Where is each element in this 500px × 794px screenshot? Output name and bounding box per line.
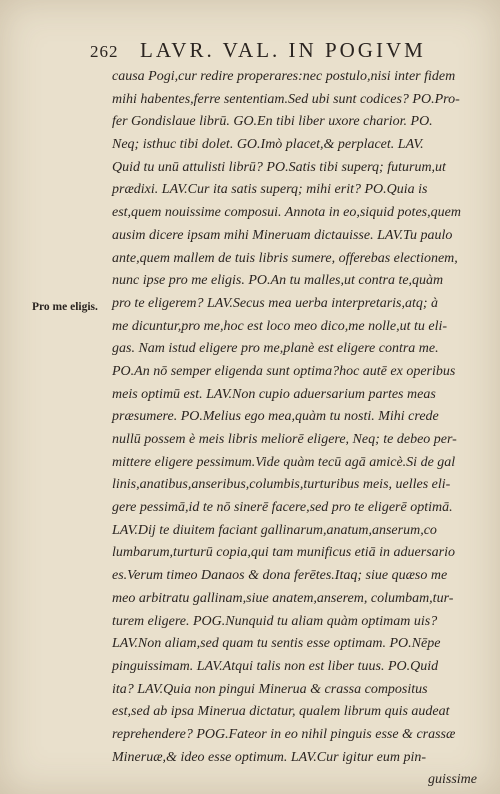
text-line: gas. Nam istud eligere pro me,planè est eligere contra me. (112, 341, 439, 357)
text-line: pro te eligerem? LAV.Secus mea uerba interpretaris,atq; à (112, 295, 439, 311)
page-header (90, 38, 450, 62)
text-line: lumbarum,turturū copia,qui tam munificus etiā in aduersario (112, 545, 455, 561)
text-line: est,quem nouissime composui. Annota in eo,siquid potes,quem (112, 205, 461, 221)
text-line: gere pessimā,id te nō sinerē facere,sed pro te eligerē optimā. (112, 500, 453, 516)
text-line: LAV.Dij te diuitem faciant gallinarum,anatum,anserum,co (112, 522, 437, 538)
text-line: reprehendere? POG.Fateor in eo nihil pinguis esse & crassæ (112, 726, 456, 742)
text-line: meis optimū est. LAV.Non cupio aduersarium partes meas (112, 386, 436, 402)
text-line: ausim dicere ipsam mihi Mineruam dictauisse. LAV.Tu paulo (112, 227, 453, 243)
text-line: guissime (428, 772, 477, 788)
margin-note: Pro me eligis. (32, 301, 98, 313)
text-line: nunc ipse pro me eligis. PO.An tu malles,ut contra te,quàm (112, 273, 444, 289)
page-number: 262 (90, 42, 119, 61)
text-line: turem eligere. POG.Nunquid tu aliam quàm optimam uis? (112, 613, 438, 629)
text-line: mittere eligere pessimum.Vide quàm tecū agā amicè.Si de gal (112, 454, 456, 470)
running-head: LAVR. VAL. IN POGIVM (140, 38, 426, 62)
text-line: fer Gondislaue librū. GO.En tibi liber uxore charior. PO. (112, 114, 433, 130)
text-line: causa Pogi,cur redire properares:nec postulo,nisi inter fidem (112, 69, 456, 84)
text-line: es.Verum timeo Danaos & dona ferētes.Itaq; siue quæso me (112, 568, 448, 584)
text-line: meo arbitratu gallinam,siue anatem,anserem, columbam,tur- (112, 590, 454, 606)
text-line: est,sed ab ipsa Minerua dictatur, qualem librum quis audeat (112, 704, 450, 720)
text-line: Neq; isthuc tibi dolet. GO.Imò placet,& perplacet. LAV. (112, 137, 424, 153)
text-line: me dicuntur,pro me,hoc est loco meo dico,me nolle,ut tu eli- (112, 318, 448, 334)
text-line: mihi habentes,ferre sententiam.Sed ubi sunt codices? PO.Pro- (112, 91, 460, 107)
text-line: ita? LAV.Quia non pingui Minerua & crassa compositus (112, 681, 428, 697)
text-line: prædixi. LAV.Cur ita satis superq; mihi erit? PO.Quia is (112, 182, 428, 198)
text-line: linis,anatibus,anseribus,columbis,turturibus meis, uelles eli- (112, 477, 451, 493)
text-line: Quid tu unū attulisti librū? PO.Satis tibi superq; futurum,ut (112, 159, 446, 175)
text-line: ante,quem mallem de tuis libris sumere, offerebas electionem, (112, 250, 458, 266)
text-line: præsumere. PO.Melius ego mea,quàm tu nosti. Mihi crede (112, 409, 439, 425)
text-line: PO.An nō semper eligenda sunt optima?hoc autē ex operibus (112, 363, 456, 379)
text-block (112, 66, 477, 792)
text-line: nullū possem è meis libris meliorē eligere, Neq; te debeo per- (112, 432, 457, 447)
text-line: pinguissimam. LAV.Atqui talis non est liber tuus. PO.Quid (112, 658, 439, 674)
text-line: LAV.Non aliam,sed quam tu sentis esse optimam. PO.Nēpe (112, 636, 441, 652)
text-line: Mineruæ,& ideo esse optimum. LAV.Cur igitur eum pin- (112, 749, 427, 765)
